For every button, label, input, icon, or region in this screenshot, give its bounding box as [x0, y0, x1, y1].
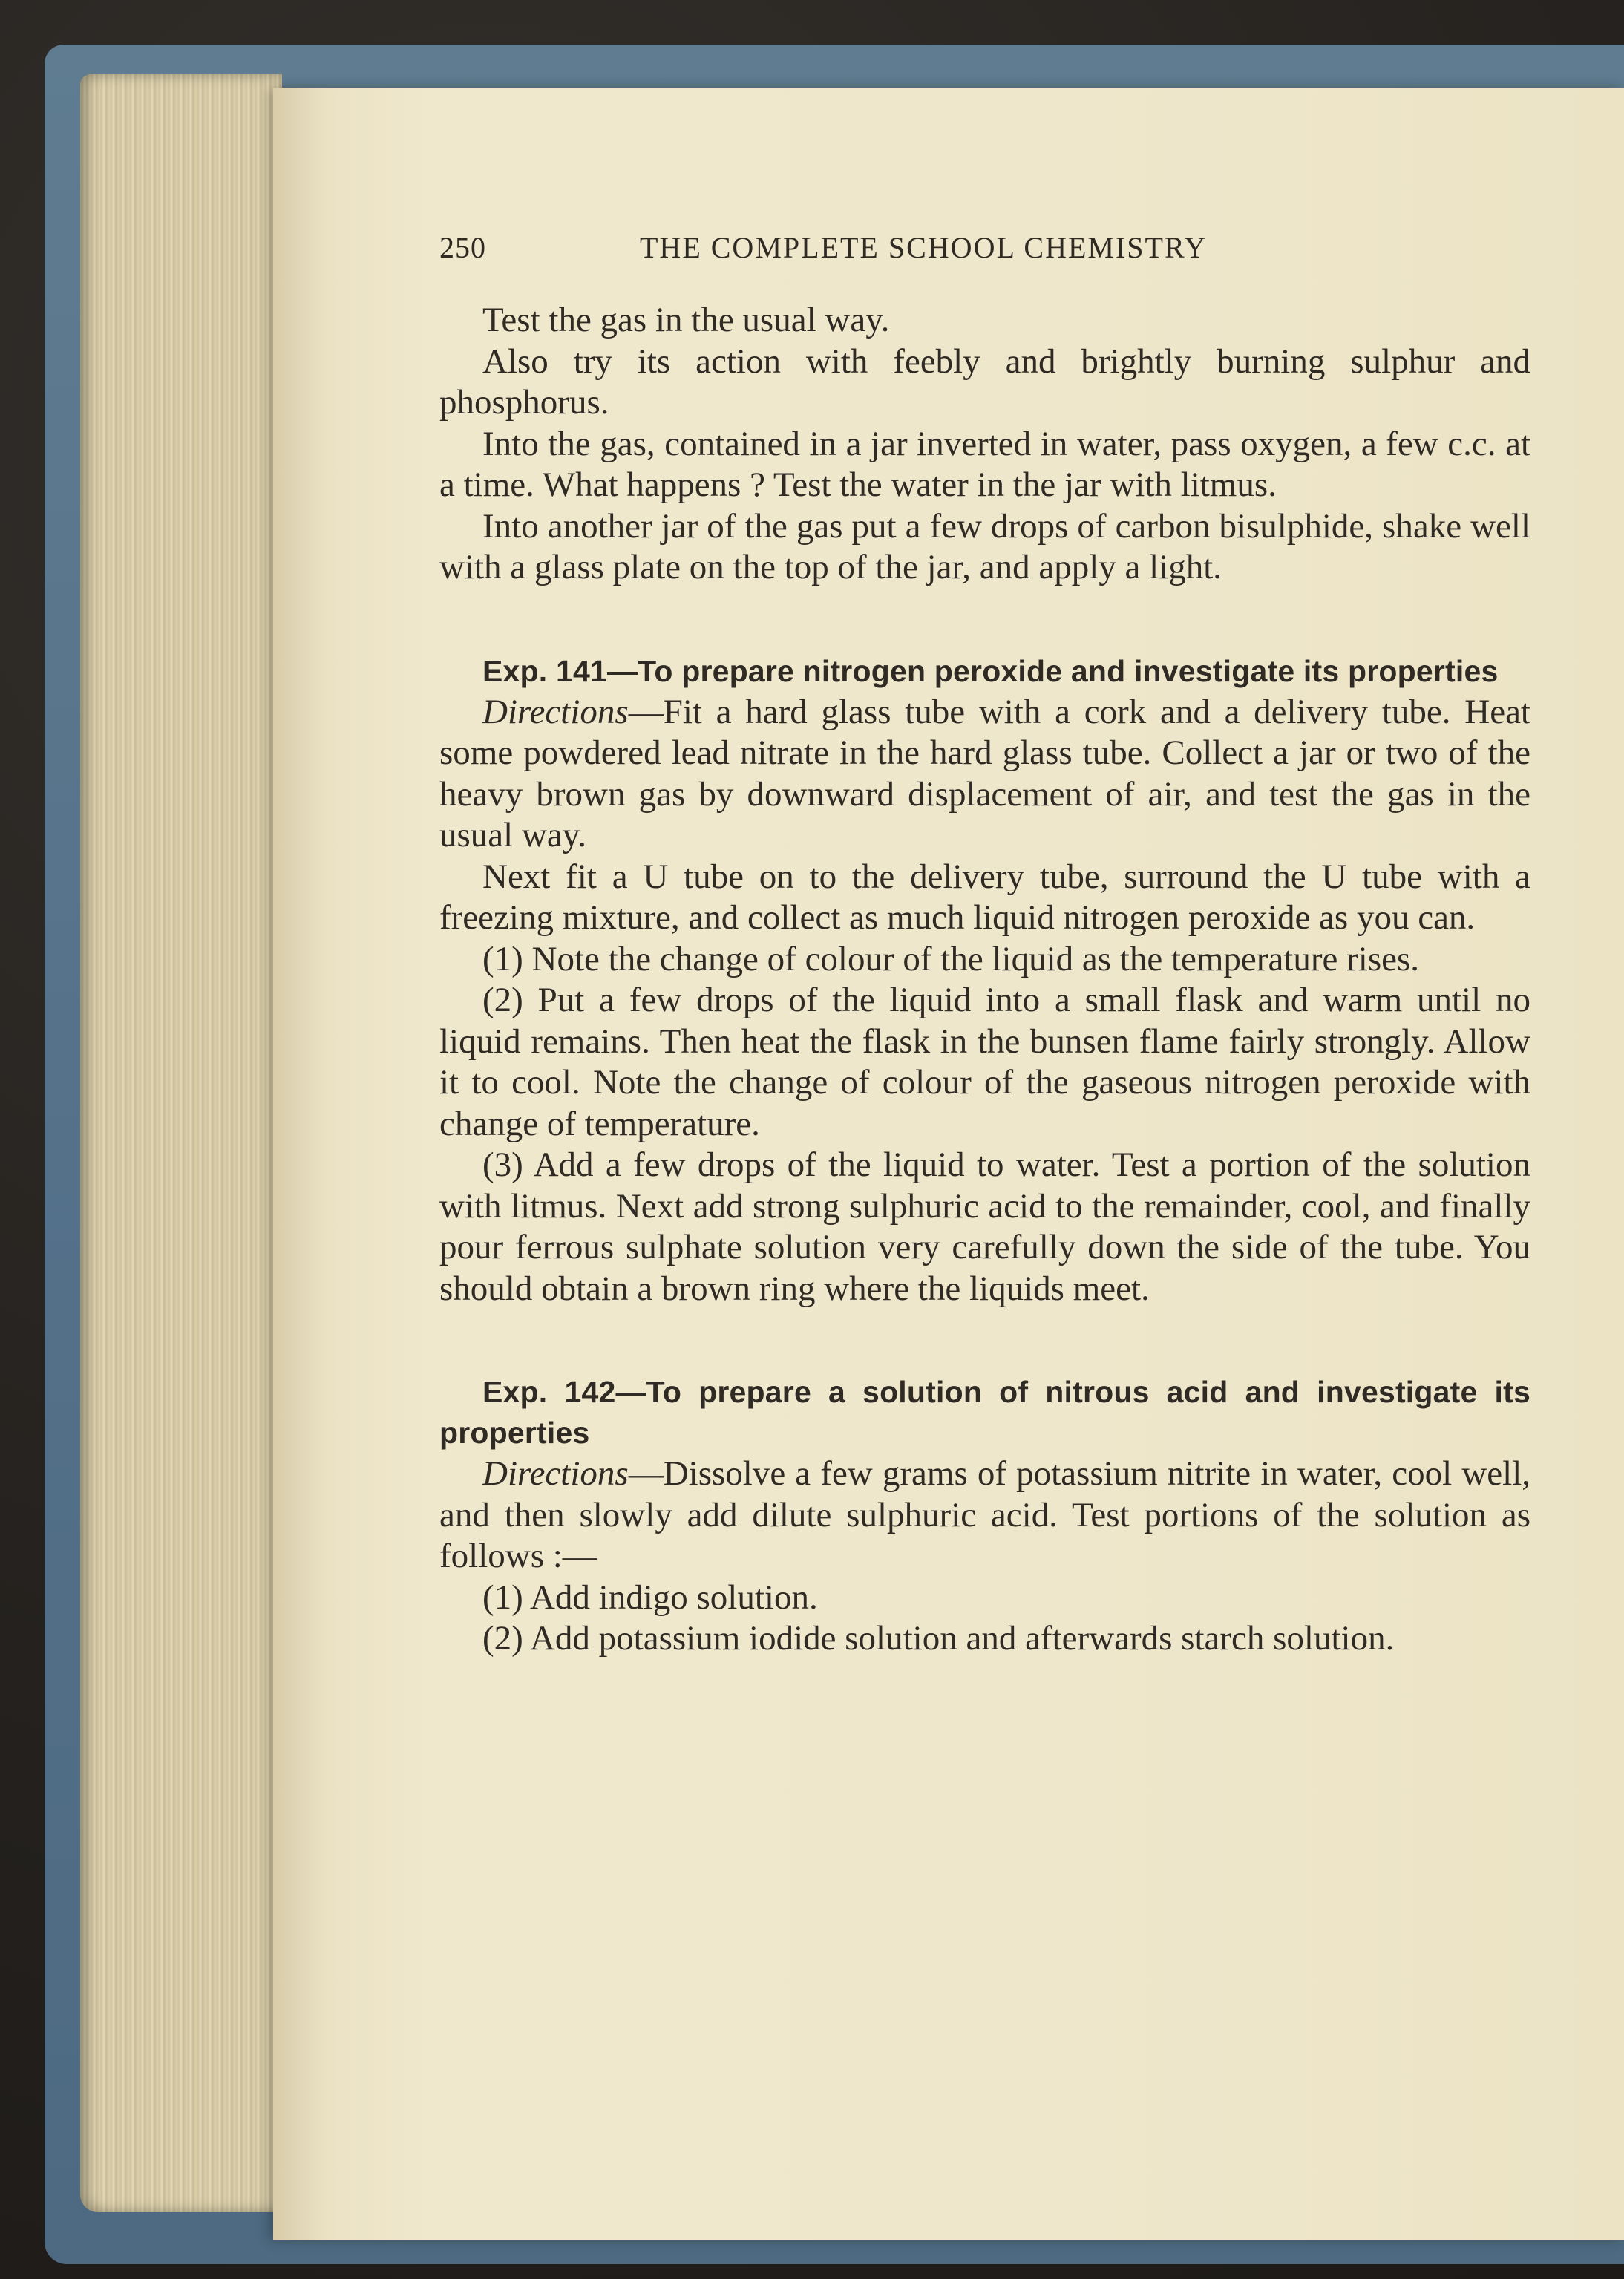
experiment-142-directions	[439, 1454, 1530, 1577]
body-paragraph: (3) Add a few drops of the liquid to water. Test a portion of the solution with litmus. Next add strong sulphuric acid to the remainder, cool, and finally pour ferrous sulphate solution very carefully down the side of the tube. You should obtain a brown ring where the liquids meet.	[439, 1145, 1530, 1308]
experiment-142-heading: Exp. 142—To prepare a solution of nitrous acid and investigate its properties	[439, 1375, 1530, 1450]
book-title: THE COMPLETE SCHOOL CHEMISTRY	[640, 231, 1208, 264]
running-head	[439, 227, 1530, 269]
body-paragraph: (2) Add potassium iodide solution and afterwards starch solution.	[482, 1619, 1395, 1658]
body-paragraph: (1) Note the change of colour of the liquid as the temperature rises.	[482, 939, 1420, 978]
body-paragraph: (1) Add indigo solution.	[482, 1577, 818, 1617]
body-paragraph: Next fit a U tube on to the delivery tube, surround the U tube with a freezing mixture, and collect as much liquid nitrogen peroxide as you can.	[439, 857, 1530, 937]
page-content	[439, 227, 1530, 1660]
page-edges	[80, 74, 282, 2212]
page-number: 250	[439, 231, 486, 264]
directions-label: Directions	[482, 1454, 629, 1493]
experiment-141-directions	[439, 692, 1530, 857]
body-paragraph: Into the gas, contained in a jar inverted in water, pass oxygen, a few c.c. at a time. What happens ? Test the water in the jar with litmus.	[439, 424, 1530, 504]
body-paragraph: Test the gas in the usual way.	[482, 301, 890, 339]
body-paragraph: Also try its action with feebly and brightly burning sulphur and phosphorus.	[439, 341, 1530, 422]
body-paragraph: Into another jar of the gas put a few drops of carbon bisulphide, shake well with a glass plate on the top of the jar, and apply a light.	[439, 506, 1530, 586]
body-paragraph: (2) Put a few drops of the liquid into a small flask and warm until no liquid remains. Then heat the flask in the bunsen flame fairly strongly. Allow it to cool. Note the change of colour of the gaseous nitrogen peroxide with change of temperature.	[439, 981, 1530, 1143]
directions-text: —Dissolve a few grams of potassium nitrite in water, cool well, and then slowly add dilute sulphuric acid. Test portions of the solution as follows :—	[439, 1454, 1530, 1575]
directions-label: Directions	[482, 692, 629, 731]
directions-text: —Fit a hard glass tube with a cork and a delivery tube. Heat some powdered lead nitrate in the hard glass tube. Collect a jar or two of the heavy brown gas by downward displacement of air, and test the gas in the usual way.	[439, 692, 1530, 854]
experiment-141-heading: Exp. 141—To prepare nitrogen peroxide and investigate its properties	[482, 653, 1499, 688]
